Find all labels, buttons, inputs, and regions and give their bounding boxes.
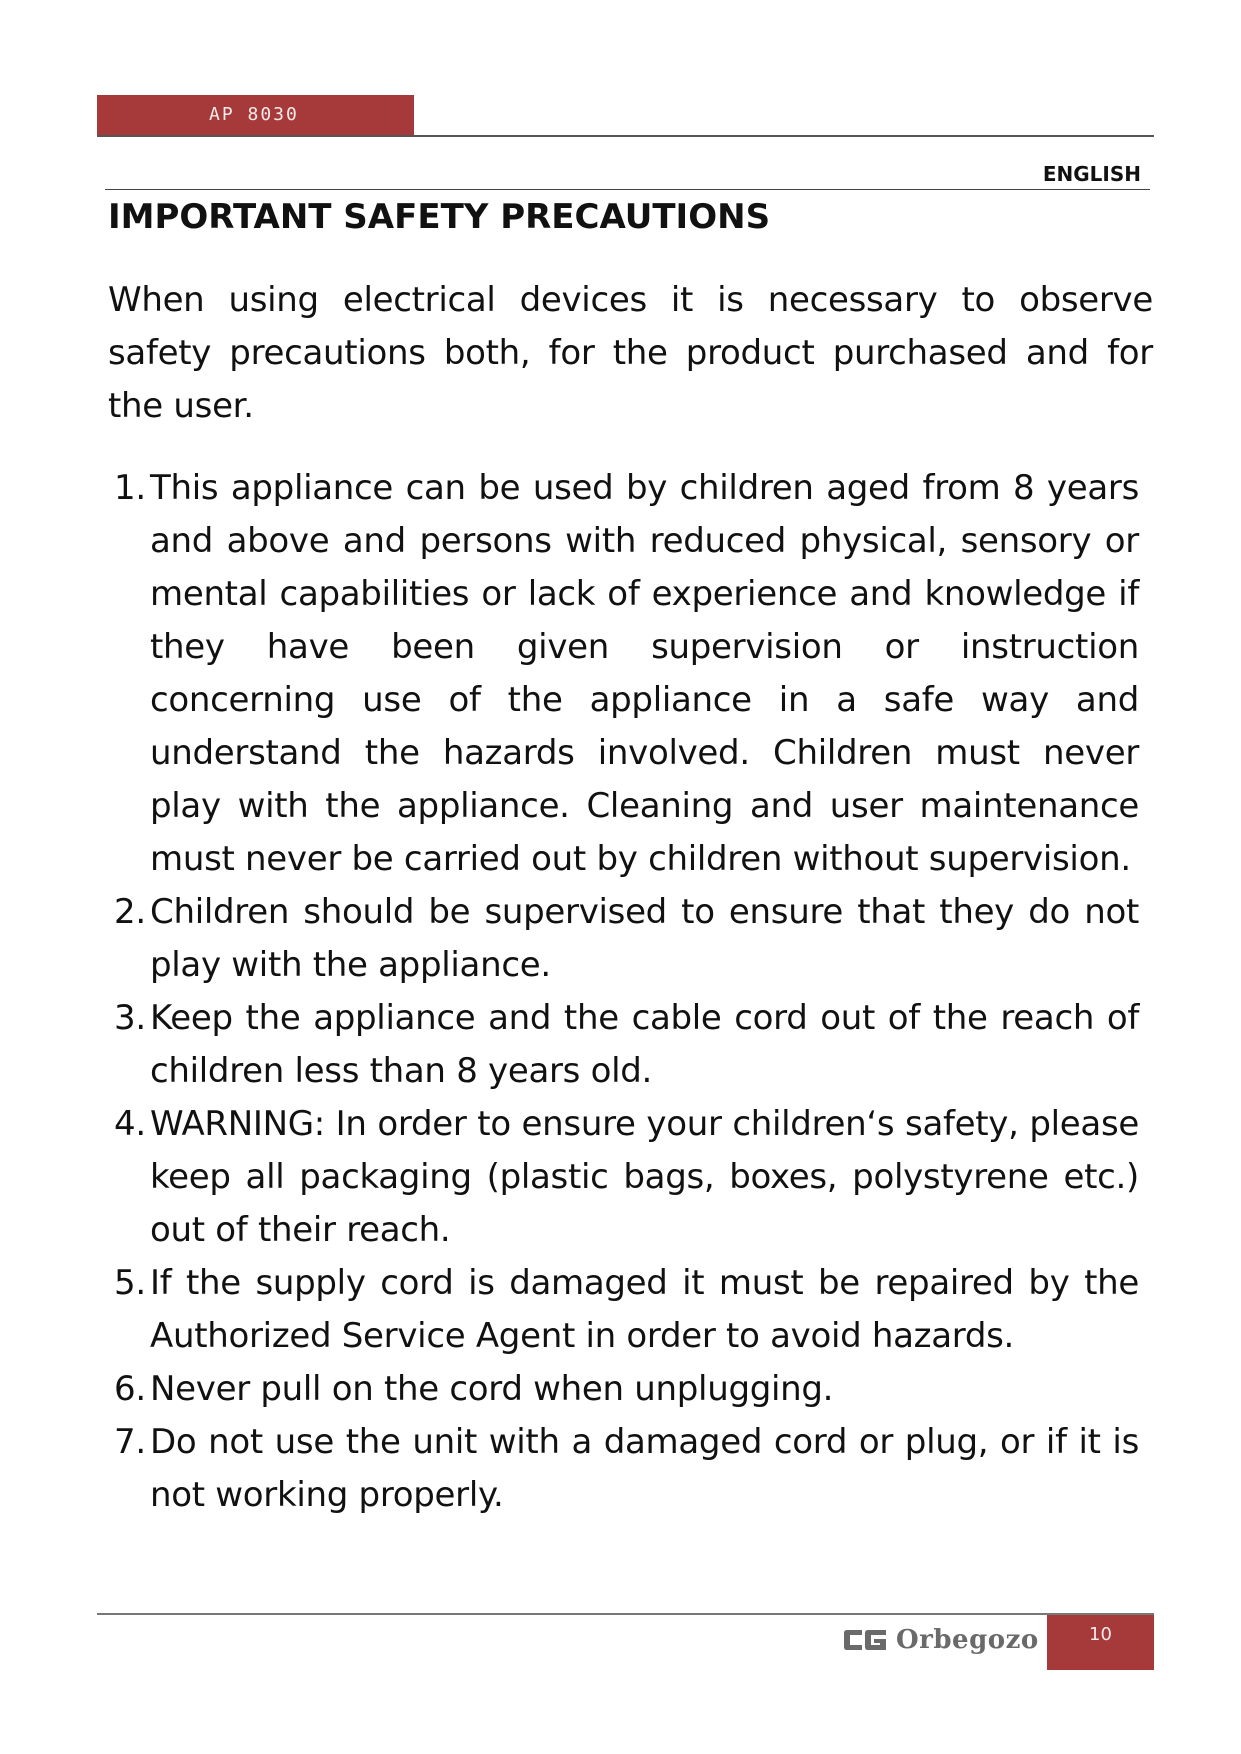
footer-divider: [97, 1613, 1154, 1615]
list-item: [108, 1098, 1139, 1257]
list-item-number: 3.: [114, 998, 146, 1038]
page-number: 10: [1047, 1615, 1154, 1670]
brand-name: Orbegozo: [896, 1625, 1039, 1655]
list-item-number: 4.: [114, 1104, 146, 1144]
page-title: IMPORTANT SAFETY PRECAUTIONS: [108, 197, 771, 237]
list-item-number: 6.: [114, 1369, 146, 1409]
list-item: [108, 1416, 1139, 1522]
list-item-text: WARNING: In order to ensure your children‘s safety, please keep all packaging (plastic bags, boxes, polystyrene etc.) out of their reach.: [150, 1104, 1139, 1250]
list-item-text: Children should be supervised to ensure that they do not play with the appliance.: [150, 892, 1139, 985]
list-item-text: This appliance can be used by children aged from 8 years and above and persons with reduced physical, sensory or mental capabilities or lack of experience and knowledge if they have been given supervision or instruction concerning use of the appliance in a safe way and understand the hazards involved. Children must never play with the appliance. Cleaning and user maintenance must never be carried out by children without supervision.: [150, 468, 1139, 879]
list-item: [108, 992, 1139, 1098]
list-item: [108, 1363, 1139, 1416]
language-label: ENGLISH: [1042, 162, 1141, 186]
list-item-text: If the supply cord is damaged it must be repaired by the Authorized Service Agent in order to avoid hazards.: [150, 1263, 1139, 1356]
list-item-number: 5.: [114, 1263, 146, 1303]
list-item: [108, 1257, 1139, 1363]
list-item-number: 1.: [114, 468, 146, 508]
list-item-text: Do not use the unit with a damaged cord or plug, or if it is not working properly.: [150, 1422, 1139, 1515]
list-item-number: 2.: [114, 892, 146, 932]
list-item-text: Never pull on the cord when unplugging.: [150, 1369, 834, 1409]
model-number-tab: AP 8030: [97, 95, 414, 135]
safety-precautions-list: [108, 462, 1139, 1522]
list-item: [108, 462, 1139, 886]
cg-logo-icon: [842, 1627, 888, 1653]
language-divider: [105, 189, 1150, 190]
brand-logo: [842, 1620, 1039, 1660]
header-divider: [97, 135, 1154, 137]
list-item: [108, 886, 1139, 992]
intro-paragraph: When using electrical devices it is necessary to observe safety precautions both, for the product purchased and for the user.: [108, 280, 1153, 426]
list-item-number: 7.: [114, 1422, 146, 1462]
list-item-text: Keep the appliance and the cable cord out of the reach of children less than 8 years old.: [150, 998, 1139, 1091]
